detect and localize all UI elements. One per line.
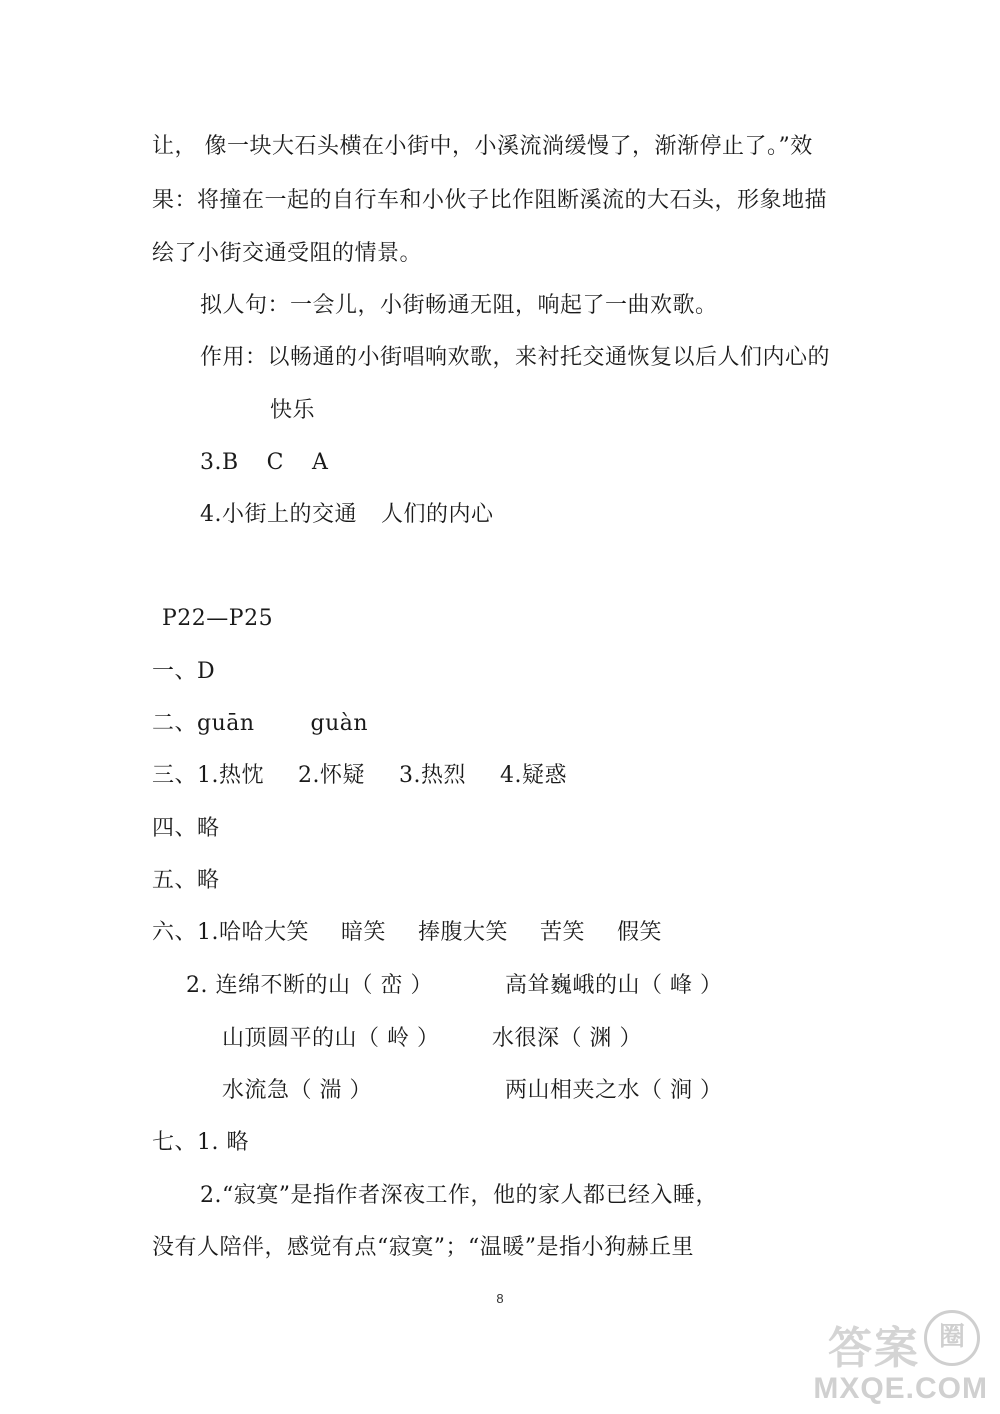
item-6-part: 捧腹大笑 (418, 920, 509, 945)
answer-q4 (200, 500, 494, 530)
item-5: 五、略 (152, 868, 220, 893)
item-6-2-row2-right: 水很深（ 渊 ） (492, 1026, 642, 1051)
watermark-seal: 圈 (924, 1310, 980, 1366)
item-6-2-row2-left: 山顶圆平的山（ 岭 ） (222, 1026, 440, 1051)
item-6-part: 六、1.哈哈大笑 (152, 920, 309, 945)
item-3-part: 4.疑惑 (500, 763, 567, 788)
item-6-2-row1-right: 高耸巍峨的山（ 峰 ） (505, 973, 723, 998)
text-line-1: 让， 像一块大石头横在小街中，小溪流淌缓慢了，渐渐停止了。”效 (152, 134, 813, 159)
item-3-part: 2.怀疑 (298, 763, 365, 788)
item-7: 七、1. 略 (152, 1130, 249, 1155)
item-2-part: 二、guān (152, 711, 255, 736)
text-line-2: 果：将撞在一起的自行车和小伙子比作阻断溪流的大石头，形象地描 (152, 188, 828, 213)
item-6-2-row3-right: 两山相夹之水（ 涧 ） (505, 1078, 723, 1103)
item-1: 一、D (152, 659, 216, 684)
item-6 (152, 918, 662, 948)
watermark-url: MXQE.COM (813, 1372, 988, 1405)
item-7-2-line1: 2.“寂寞”是指作者深夜工作，他的家人都已经入睡， (200, 1183, 718, 1208)
watermark-text: 答案 (828, 1323, 920, 1374)
answer-q3-part: 3.B (200, 450, 239, 475)
text-line-4: 拟人句：一会儿，小街畅通无阻，响起了一曲欢歌。 (200, 293, 718, 318)
item-3 (152, 761, 567, 791)
text-line-5: 作用：以畅通的小街唱响欢歌，来衬托交通恢复以后人们内心的 (200, 345, 831, 370)
item-6-2-row3-left: 水流急（ 湍 ） (222, 1078, 372, 1103)
answer-q4-part: 4.小街上的交通 (200, 502, 357, 527)
answer-q3 (200, 448, 328, 478)
item-2-part: guàn (310, 711, 369, 736)
item-6-part: 苦笑 (540, 920, 586, 945)
item-2 (152, 709, 368, 739)
item-6-part: 暗笑 (341, 920, 387, 945)
item-6-part: 假笑 (617, 920, 663, 945)
text-line-3: 绘了小街交通受阻的情景。 (152, 241, 423, 266)
answer-q4-part: 人们的内心 (381, 502, 494, 527)
item-4: 四、略 (152, 816, 220, 841)
answer-q3-part: A (312, 450, 329, 475)
text-line-6: 快乐 (270, 398, 316, 423)
answer-q3-part: C (266, 450, 285, 475)
item-3-part: 三、1.热忱 (152, 763, 264, 788)
item-6-2-row1-left: 2. 连绵不断的山（ 峦 ） (186, 973, 433, 998)
section-pages: P22—P25 (162, 606, 274, 631)
item-3-part: 3.热烈 (399, 763, 466, 788)
watermark (788, 1308, 988, 1406)
page-number: 8 (496, 1291, 504, 1306)
item-7-2-line2: 没有人陪伴，感觉有点“寂寞”；“温暖”是指小狗赫丘里 (152, 1235, 694, 1260)
